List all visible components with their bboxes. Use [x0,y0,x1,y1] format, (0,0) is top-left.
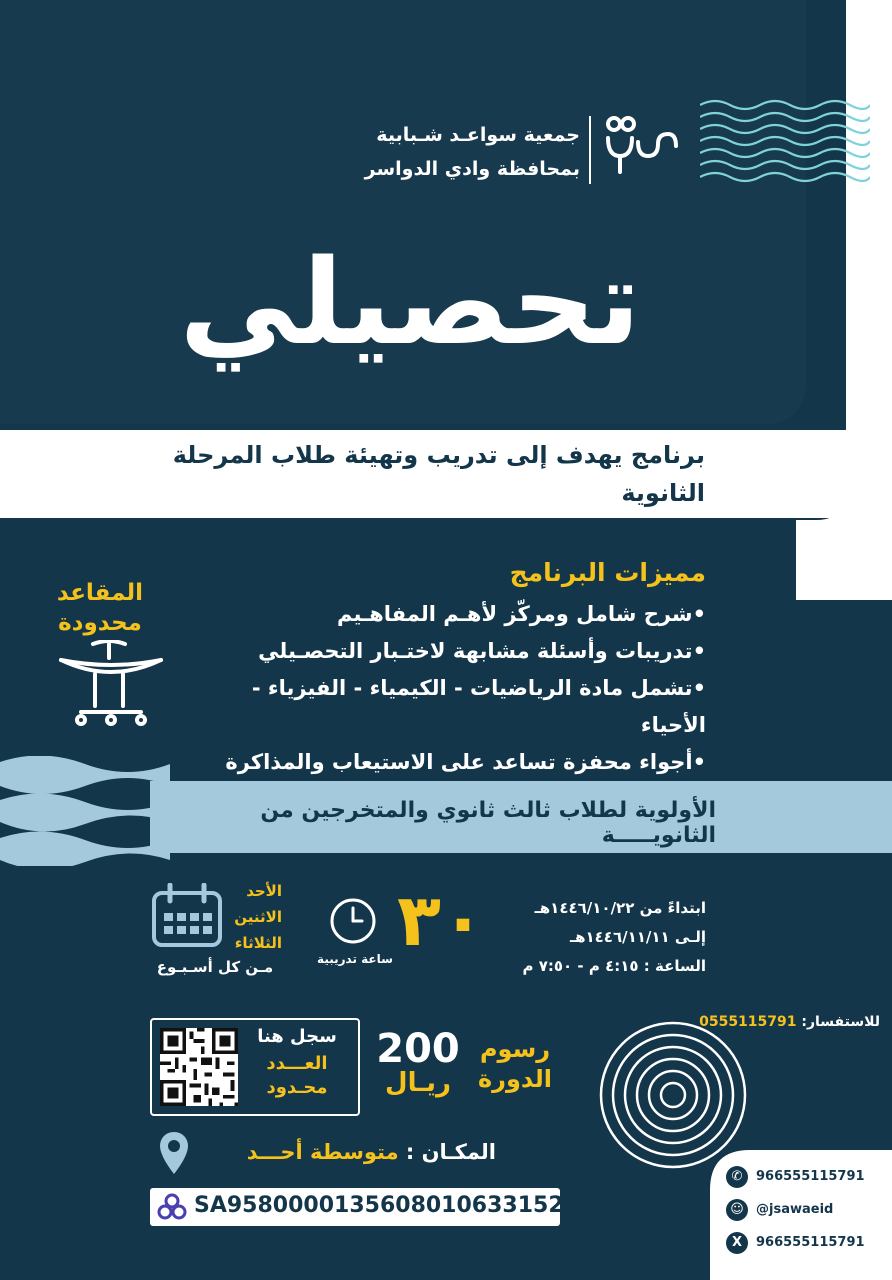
bank-logo-icon [156,1192,188,1222]
wave-band-left [0,756,170,866]
org-name-line2: بمحافظة وادي الدواسر [364,158,580,180]
fees-currency: ريـال [385,1068,451,1098]
org-logo [600,112,680,184]
hours-number: ٣٠ [397,878,485,962]
location-pin-icon [158,1130,190,1176]
day-item: الاثنين [234,908,282,926]
calendar-icon [150,883,224,949]
register-label: سجل هنا [257,1026,337,1047]
weekly-label: مـن كل أسـبـوع [156,958,274,976]
days-list [218,878,282,956]
inquiry-phone[interactable]: 0555115791 [699,1014,797,1030]
description-line1: برنامج يهدف إلى تدريب وتهيئة طلاب المرحلة الثانوية [172,441,705,507]
social-text: 966555115791 [756,1169,865,1184]
time-label: الساعة : [643,957,706,975]
start-row [500,894,706,923]
social-item-whatsapp[interactable] [726,1160,886,1193]
feature-item: •تشمل مادة الرياضيات - الكيمياء - الفيزياء - الأحياء [251,676,706,737]
features-title: مميزات البرنامج [509,558,706,587]
time-value: ٤:١٥ م - ٧:٥٠ م [522,957,639,975]
social-item-snapchat[interactable] [726,1193,886,1226]
logo-divider [589,116,591,184]
x-icon: X [726,1232,748,1254]
org-name [330,118,580,186]
iban-box[interactable] [150,1188,564,1226]
concentric-circles [598,1020,748,1170]
feature-item: •تدريبات وأسئلة مشابهة لاختـبار التحصـيلي [258,639,706,663]
fees-label [468,1034,562,1094]
fees-label-line2: الدورة [477,1065,552,1093]
snapchat-icon: ☺ [726,1199,748,1221]
social-text: 966555115791 [756,1235,865,1250]
seats-badge [30,578,170,638]
start-label: ابتداءً من [639,899,706,917]
register-limited-line1: العـــدد [266,1053,328,1074]
wave-lines-top [700,95,870,190]
time-row [500,952,706,981]
hours-label: ساعة تدريبية [317,952,393,966]
hero-title: تحصيلي [179,233,641,371]
fees-label-line1: رسوم [479,1035,551,1063]
feature-item: •أجواء محفزة تساعد على الاستيعاب والمذاكرة [225,750,706,774]
description [120,436,705,550]
whatsapp-icon: ✆ [726,1166,748,1188]
qr-code[interactable] [160,1028,238,1106]
location [196,1140,496,1164]
day-item: الأحد [246,882,282,900]
feature-item: •شرح شامل ومركّز لأهـم المفاهـيم [337,602,706,626]
inquiry-label: للاستفسار: [801,1014,880,1030]
location-value: متوسطة أحـــد [246,1140,399,1164]
iban-number: SA9580000135608010633152 [194,1193,564,1218]
seats-badge-line1: المقاعد [56,580,144,606]
features-list [200,596,706,781]
seats-badge-line2: محدودة [58,610,142,636]
schedule-dates [500,894,706,981]
description-line2: للاختبار التحصيلي . [480,517,705,545]
register-limited [244,1052,350,1100]
end-date: ١٤٤٦/١١/١١هـ [569,928,670,946]
end-label: إلـى [674,928,706,946]
org-name-line1: جمعية سواعـد شـبابية [376,124,580,146]
clock-icon [328,896,378,946]
register-card[interactable] [150,1018,360,1116]
social-item-x[interactable] [726,1226,886,1259]
priority-text: الأولوية لطلاب ثالث ثانوي والمتخرجين من الثانويـــــة [260,798,716,848]
register-limited-line2: محـدود [266,1077,328,1098]
social-text: @jsawaeid [756,1202,834,1217]
start-date: ١٤٤٦/١٠/٢٢هـ [534,899,635,917]
day-item: الثلاثاء [234,934,282,952]
chair-icon [55,640,167,730]
fees-amount: 200 [376,1026,460,1072]
location-label: المكـان : [405,1140,496,1164]
end-row [500,923,706,952]
social-list [726,1160,886,1259]
